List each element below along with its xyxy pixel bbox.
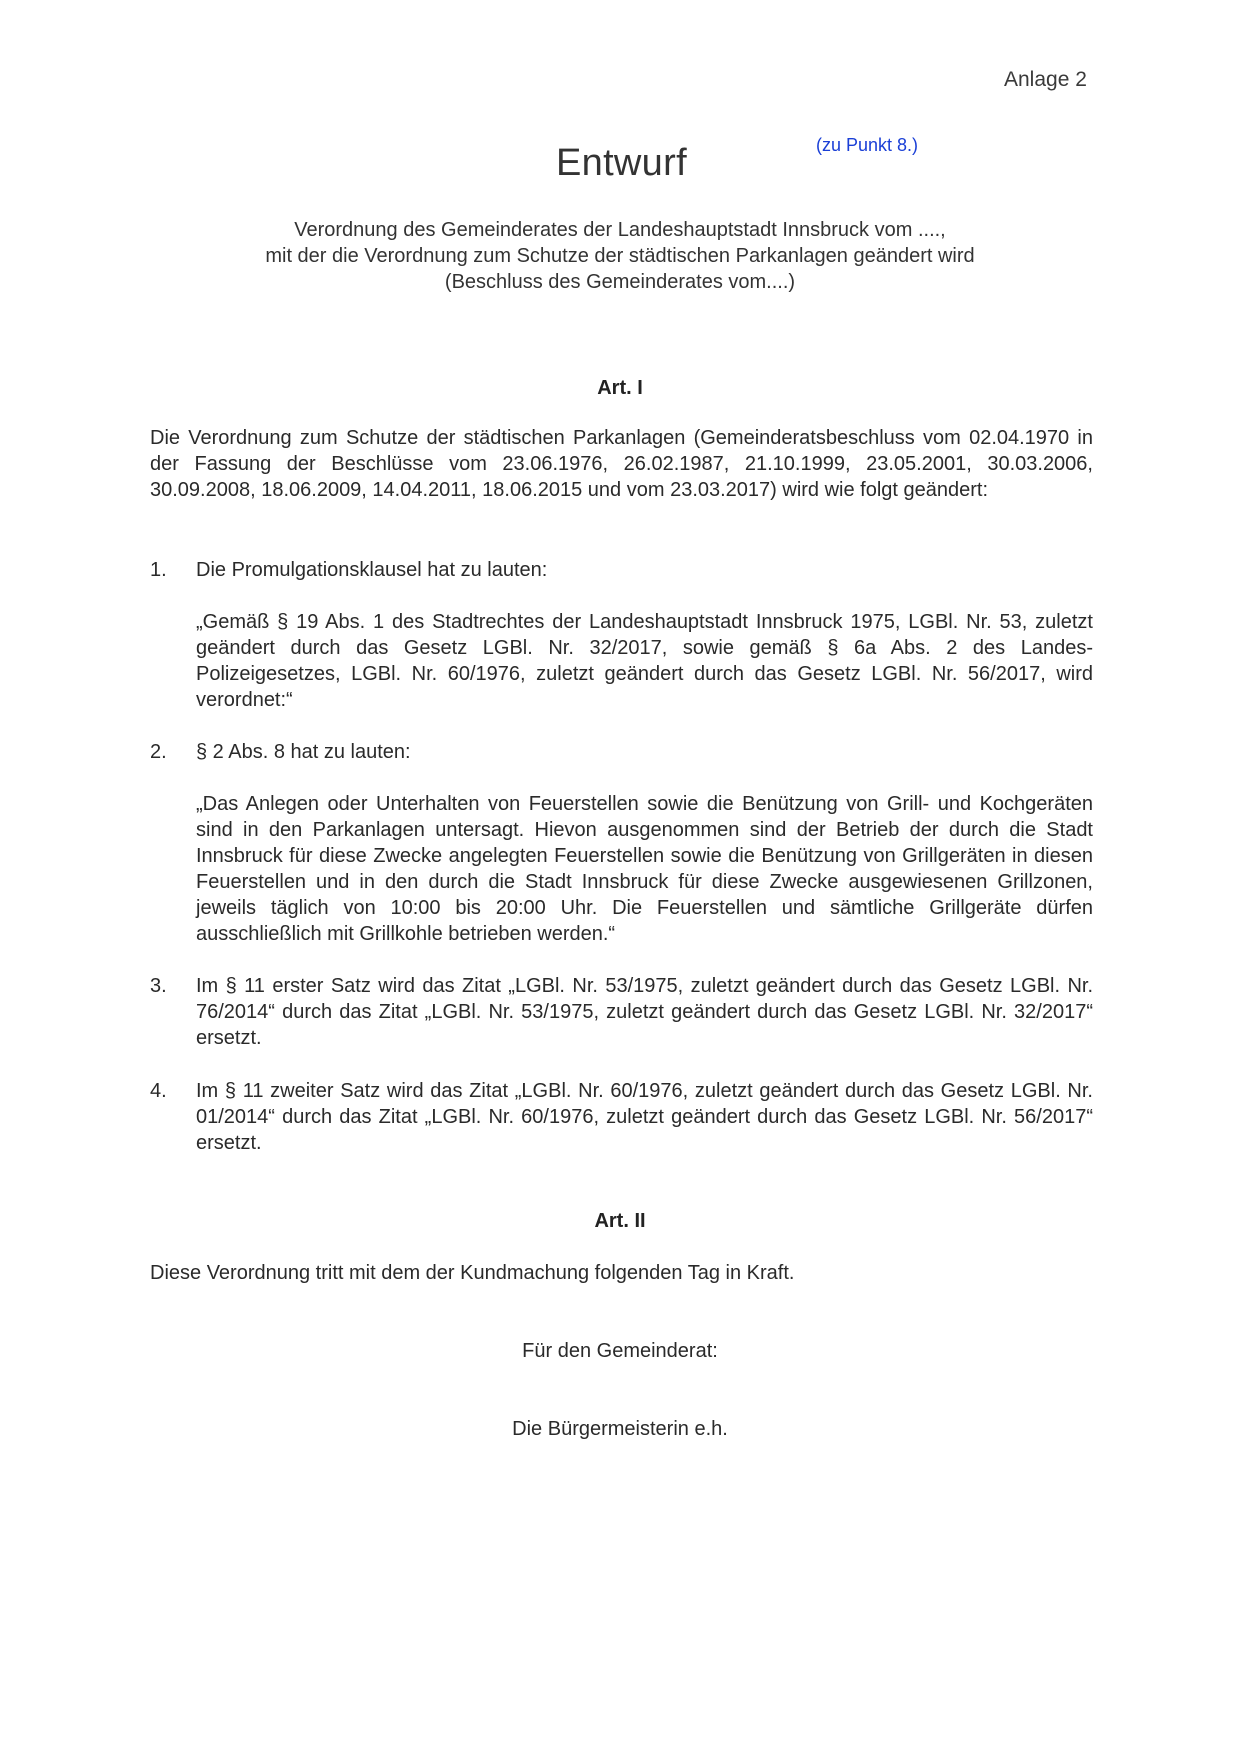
ordinance-title — [150, 217, 1090, 295]
ordinance-title-line: mit der die Verordnung zum Schutze der städtischen Parkanlagen geändert wird — [265, 245, 975, 267]
item-number: 4. — [150, 1080, 167, 1102]
article-2-heading: Art. II — [594, 1210, 646, 1232]
annex-label: Anlage 2 — [1004, 68, 1087, 91]
item-text: § 2 Abs. 8 hat zu lauten: — [196, 741, 411, 763]
item-text: Die Promulgationsklausel hat zu lauten: — [196, 559, 548, 581]
article-1-intro: Die Verordnung zum Schutze der städtischen Parkanlagen (Gemeinderatsbeschluss vom 02.04.1970 in der Fassung der Beschlüsse vom 23.06.1976, 26.02.1987, 21.10.1999, 23.05.2001, 30.03.2006, 30.09.2008, 18.06.2009, 14.04.2011, 18.06.2015 und vom 23.03.2017) wird wie folgt geändert: — [150, 427, 1093, 501]
ordinance-title-line: Verordnung des Gemeinderates der Landeshauptstadt Innsbruck vom ...., — [294, 219, 946, 241]
item-quote: „Das Anlegen oder Unterhalten von Feuerstellen sowie die Benützung von Grill- und Kochgeräten sind in den Parkanlagen untersagt. Hievon ausgenommen sind der Betrieb der durch die Stadt Innsbruck für diese Zwecke angelegten Feuerstellen sowie die Benützung von Grillgeräten in diesen Feuerstellen und in den durch die Stadt Innsbruck für diese Zwecke ausgewiesenen Grillzonen, jeweils täglich von 10:00 bis 20:00 Uhr. Die Feuerstellen und sämtliche Grillgeräte dürfen ausschließlich mit Grillkohle betrieben werden.“ — [196, 793, 1093, 945]
item-text: Im § 11 zweiter Satz wird das Zitat „LGBl. Nr. 60/1976, zuletzt geändert durch das Gesetz LGBl. Nr. 01/2014“ durch das Zitat „LGBl. Nr. 60/1976, zuletzt geändert durch das Gesetz LGBl. Nr. 56/2017“ ersetzt. — [196, 1080, 1093, 1154]
item-quote: „Gemäß § 19 Abs. 1 des Stadtrechtes der Landeshauptstadt Innsbruck 1975, LGBl. Nr. 53, zuletzt geändert durch das Gesetz LGBl. Nr. 32/2017, sowie gemäß § 6a Abs. 2 des Landes-Polizeigesetzes, LGBl. Nr. 60/1976, zuletzt geändert durch das Gesetz LGBl. Nr. 56/2017, wird verordnet:“ — [196, 611, 1093, 711]
item-number: 2. — [150, 741, 167, 763]
ordinance-title-line: (Beschluss des Gemeinderates vom....) — [444, 271, 796, 293]
article-1-heading: Art. I — [597, 377, 643, 399]
item-number: 3. — [150, 975, 167, 997]
item-number: 1. — [150, 559, 167, 581]
signature-mayor: Die Bürgermeisterin e.h. — [512, 1418, 728, 1440]
item-text: Im § 11 erster Satz wird das Zitat „LGBl. Nr. 53/1975, zuletzt geändert durch das Gesetz LGBl. Nr. 76/2014“ durch das Zitat „LGBl. Nr. 53/1975, zuletzt geändert durch das Gesetz LGBl. Nr. 32/2017“ ersetzt. — [196, 975, 1093, 1049]
agenda-item-reference: (zu Punkt 8.) — [816, 135, 919, 155]
draft-title: Entwurf — [556, 142, 687, 184]
article-2-text: Diese Verordnung tritt mit dem der Kundmachung folgenden Tag in Kraft. — [150, 1262, 795, 1284]
signature-for-council: Für den Gemeinderat: — [522, 1340, 718, 1362]
